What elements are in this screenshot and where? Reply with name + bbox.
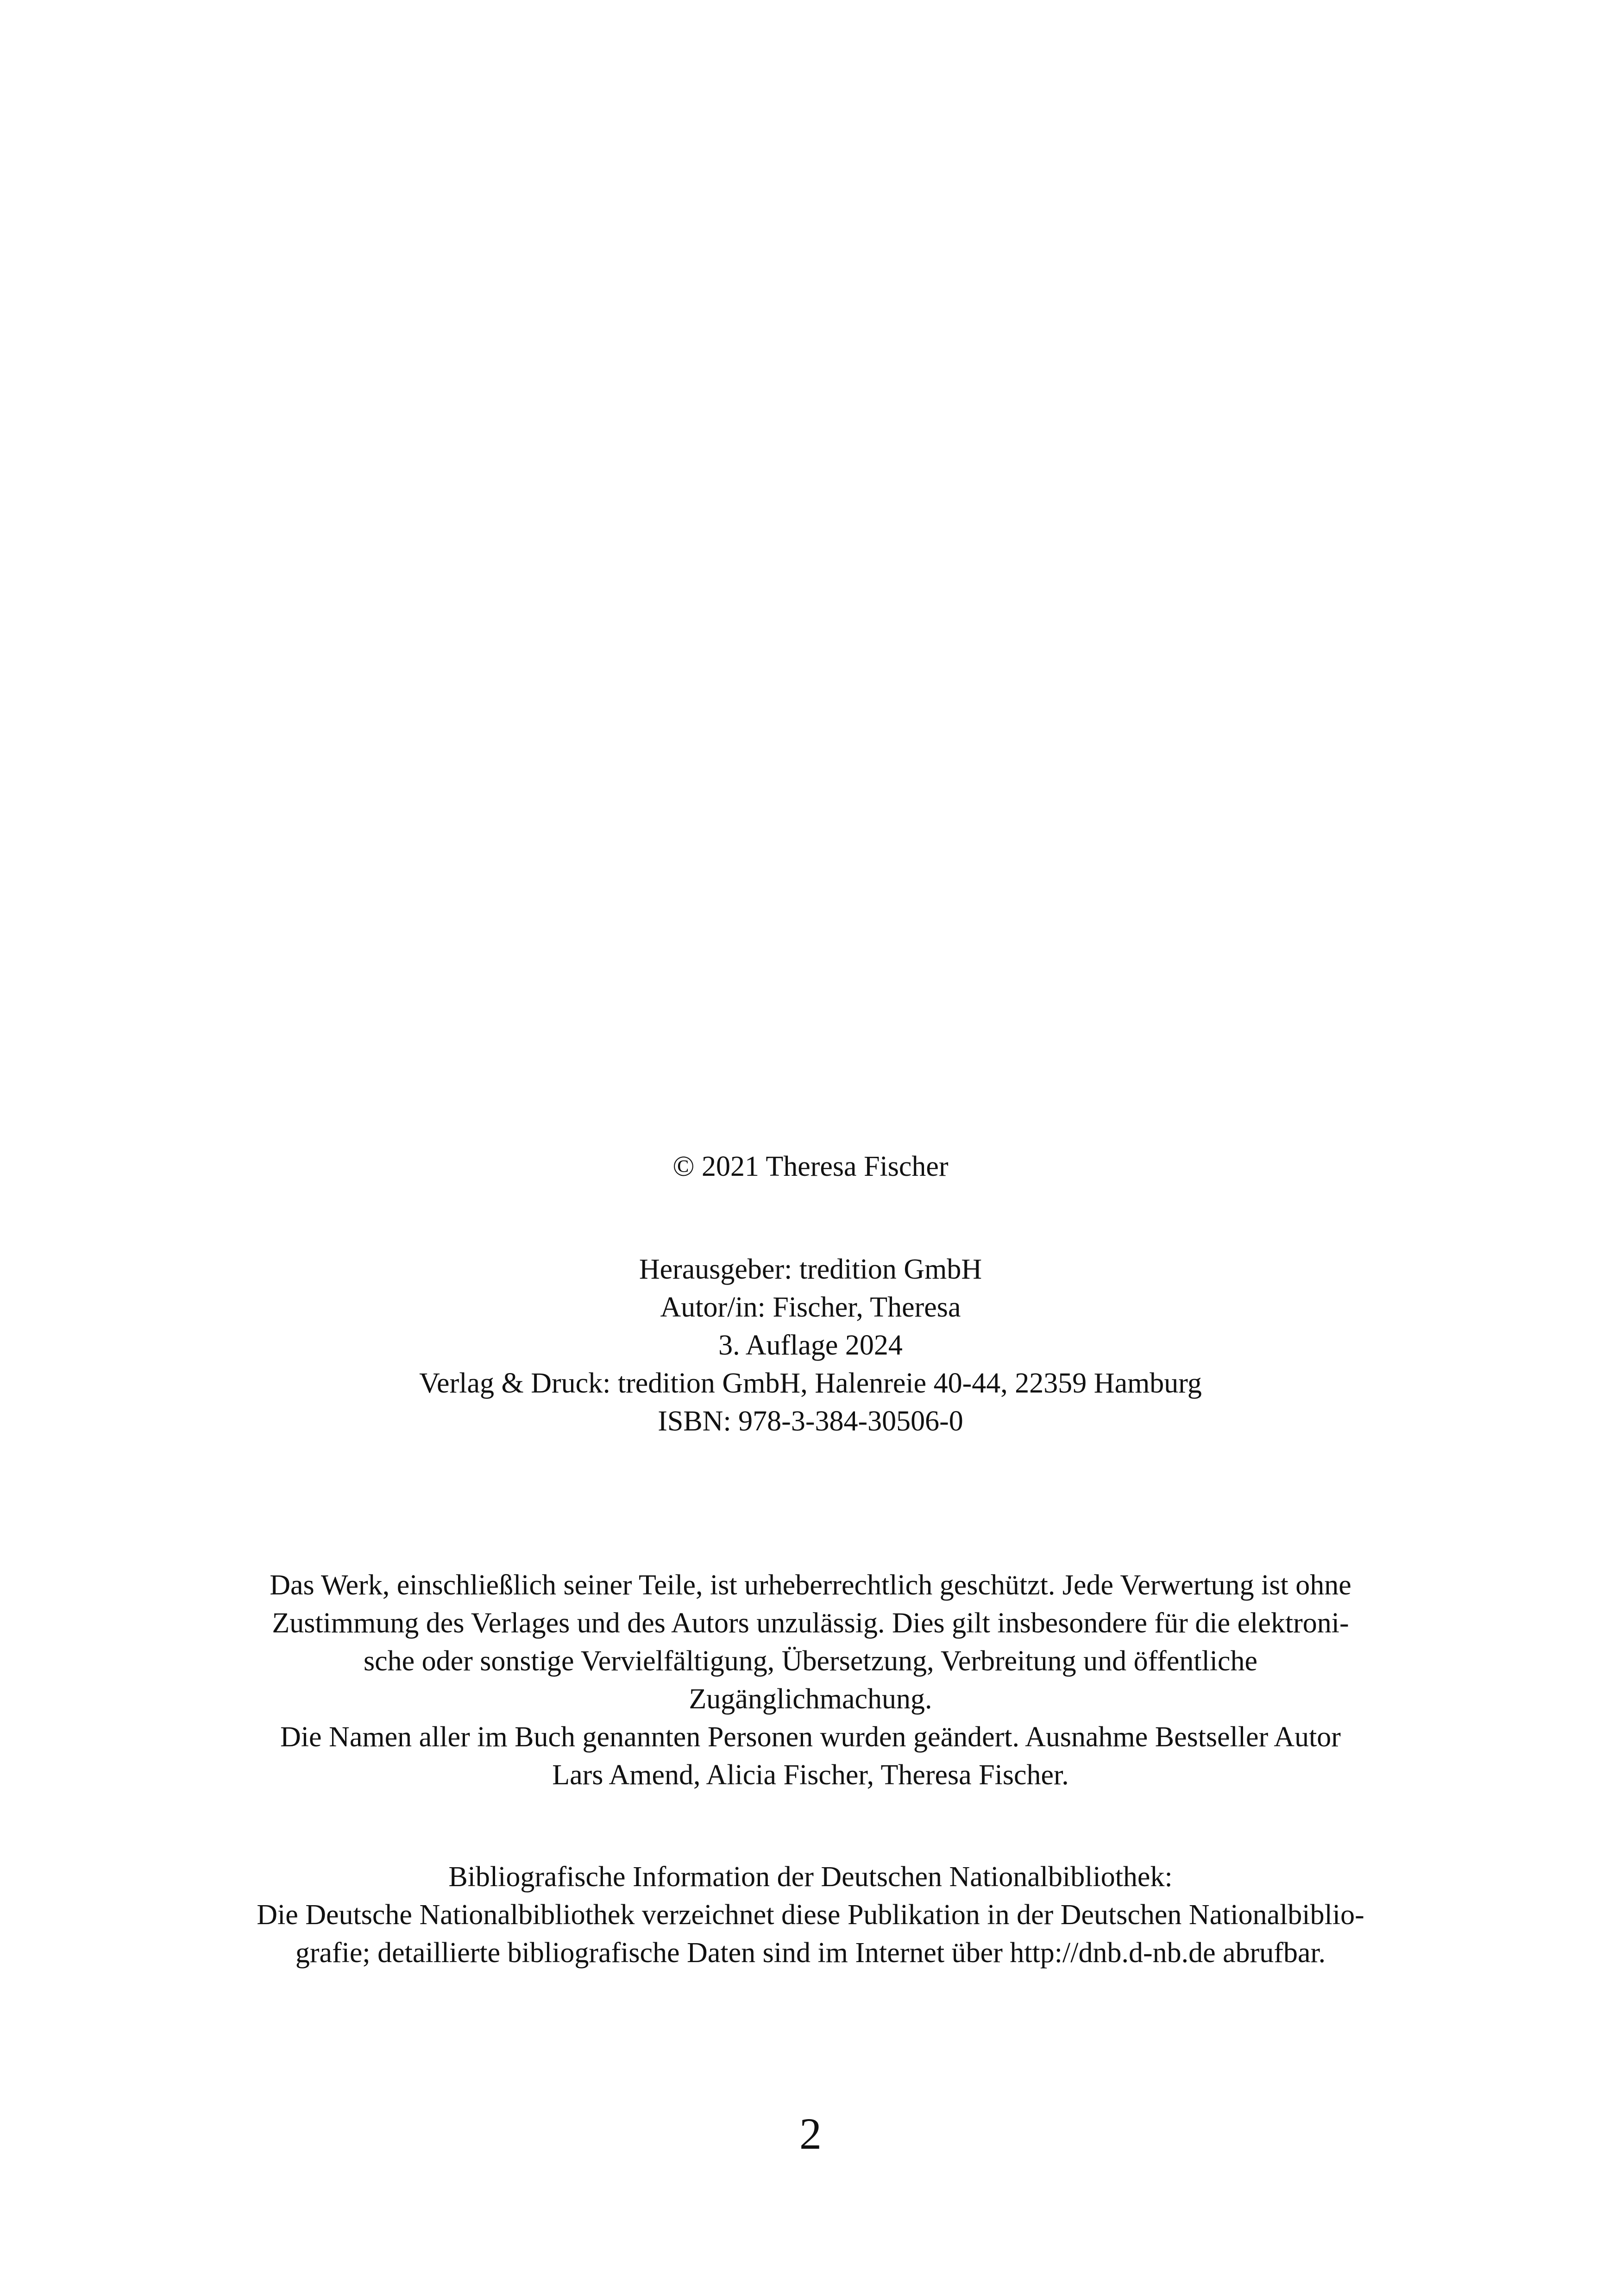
copyright-line: © 2021 Theresa Fischer [672,1151,949,1182]
imprint-block [0,1250,1621,1440]
author-line: Autor/in: Fischer, Theresa [660,1292,961,1323]
rights-line: Lars Amend, Alicia Fischer, Theresa Fischer. [552,1759,1069,1791]
bibliography-line: Die Deutsche Nationalbibliothek verzeichnet diese Publikation in der Deutschen Nationalbiblio- [257,1899,1364,1931]
rights-notice [0,1566,1621,1794]
rights-line: Das Werk, einschließlich seiner Teile, ist urheberrechtlich geschützt. Jede Verwertung ist ohne [270,1569,1351,1601]
bibliography-heading: Bibliografische Information der Deutschen Nationalbibliothek: [448,1861,1173,1893]
page-number: 2 [799,2109,822,2158]
isbn-line: ISBN: 978-3-384-30506-0 [658,1405,963,1437]
rights-line: Zustimmung des Verlages und des Autors unzulässig. Dies gilt insbesondere für die elektroni- [272,1607,1349,1639]
publisher-line: Herausgeber: tredition GmbH [639,1254,982,1285]
printer-line: Verlag & Druck: tredition GmbH, Halenreie 40-44, 22359 Hamburg [419,1368,1202,1399]
rights-line: Die Namen aller im Buch genannten Personen wurden geändert. Ausnahme Bestseller Autor [280,1721,1341,1753]
rights-line: sche oder sonstige Vervielfältigung, Übersetzung, Verbreitung und öffentliche [363,1645,1258,1677]
bibliography-line: grafie; detaillierte bibliografische Daten sind im Internet über http://dnb.d-nb.de abrufbar. [295,1937,1326,1969]
rights-line: Zugänglichmachung. [689,1683,932,1715]
bibliographic-information [0,1858,1621,1972]
copyright-block [0,1148,1621,1186]
edition-line: 3. Auflage 2024 [718,1330,903,1361]
